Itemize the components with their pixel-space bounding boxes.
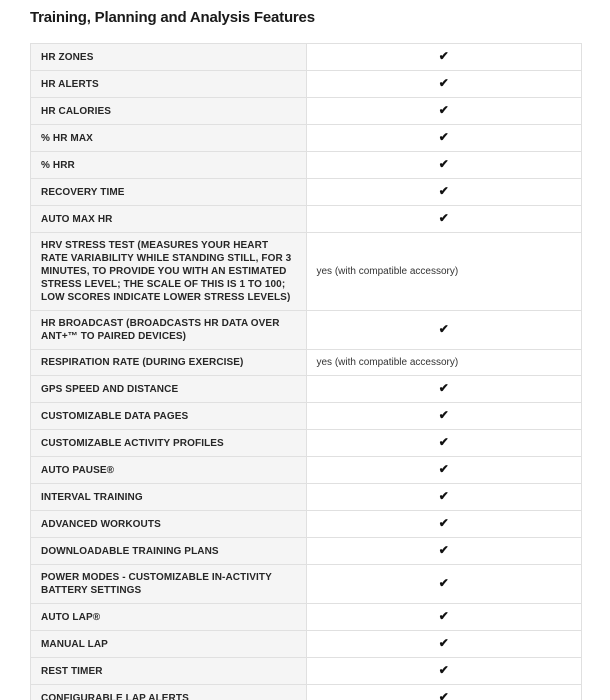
check-icon: ✔ <box>438 435 449 449</box>
check-icon: ✔ <box>438 157 449 171</box>
table-row <box>31 403 582 430</box>
feature-value <box>306 430 582 457</box>
feature-name: % HRR <box>31 152 307 179</box>
check-icon: ✔ <box>438 462 449 476</box>
feature-name: GPS SPEED AND DISTANCE <box>31 376 307 403</box>
table-row <box>31 206 582 233</box>
feature-name: % HR MAX <box>31 125 307 152</box>
table-row <box>31 457 582 484</box>
check-icon: ✔ <box>438 381 449 395</box>
check-icon: ✔ <box>438 49 449 63</box>
check-icon: ✔ <box>438 489 449 503</box>
feature-name: HR ALERTS <box>31 71 307 98</box>
feature-name: AUTO PAUSE® <box>31 457 307 484</box>
table-row <box>31 538 582 565</box>
feature-value <box>306 565 582 604</box>
feature-value-text: yes (with compatible accessory) <box>316 266 459 277</box>
feature-value <box>306 179 582 206</box>
feature-value <box>306 484 582 511</box>
table-row <box>31 179 582 206</box>
feature-value <box>306 206 582 233</box>
section-title: Training, Planning and Analysis Features <box>30 9 315 26</box>
feature-name: ADVANCED WORKOUTS <box>31 511 307 538</box>
feature-value <box>306 685 582 700</box>
check-icon: ✔ <box>438 211 449 225</box>
feature-name: POWER MODES - CUSTOMIZABLE IN-ACTIVITY BATTERY SETTINGS <box>31 565 307 604</box>
feature-name: DOWNLOADABLE TRAINING PLANS <box>31 538 307 565</box>
feature-value <box>306 311 582 350</box>
check-icon: ✔ <box>438 609 449 623</box>
feature-name: MANUAL LAP <box>31 631 307 658</box>
feature-value <box>306 511 582 538</box>
table-row <box>31 484 582 511</box>
feature-value-text: yes (with compatible accessory) <box>316 357 459 368</box>
table-row <box>31 631 582 658</box>
feature-value <box>306 604 582 631</box>
feature-name: CUSTOMIZABLE ACTIVITY PROFILES <box>31 430 307 457</box>
feature-value <box>306 631 582 658</box>
feature-name: HR ZONES <box>31 44 307 71</box>
table-row <box>31 152 582 179</box>
check-icon: ✔ <box>438 76 449 90</box>
check-icon: ✔ <box>438 636 449 650</box>
check-icon: ✔ <box>438 408 449 422</box>
feature-name: RESPIRATION RATE (DURING EXERCISE) <box>31 350 307 376</box>
table-row <box>31 565 582 604</box>
feature-value <box>306 658 582 685</box>
table-row <box>31 350 582 376</box>
table-row <box>31 430 582 457</box>
feature-table-body <box>31 44 582 700</box>
feature-name: HR BROADCAST (BROADCASTS HR DATA OVER ANT+™ TO PAIRED DEVICES) <box>31 311 307 350</box>
feature-name: RECOVERY TIME <box>31 179 307 206</box>
table-row <box>31 44 582 71</box>
feature-value <box>306 457 582 484</box>
table-row <box>31 604 582 631</box>
features-table <box>30 43 582 700</box>
feature-value <box>306 403 582 430</box>
check-icon: ✔ <box>438 543 449 557</box>
feature-value <box>306 44 582 71</box>
table-row <box>31 125 582 152</box>
check-icon: ✔ <box>438 516 449 530</box>
table-row <box>31 71 582 98</box>
table-row <box>31 233 582 311</box>
check-icon: ✔ <box>438 103 449 117</box>
feature-value <box>306 538 582 565</box>
feature-name: CONFIGURABLE LAP ALERTS <box>31 685 307 700</box>
table-row <box>31 98 582 125</box>
feature-name: AUTO LAP® <box>31 604 307 631</box>
feature-name: HRV STRESS TEST (MEASURES YOUR HEART RATE VARIABILITY WHILE STANDING STILL, FOR 3 MINUTES, TO PROVIDE YOU WITH AN ESTIMATED STRESS LEVEL; THE SCALE OF THIS IS 1 TO 100; LOW SCORES INDICATE LOWER STRESS LEVELS) <box>31 233 307 311</box>
feature-value <box>306 152 582 179</box>
check-icon: ✔ <box>438 663 449 677</box>
feature-name: REST TIMER <box>31 658 307 685</box>
feature-value <box>306 125 582 152</box>
feature-name: CUSTOMIZABLE DATA PAGES <box>31 403 307 430</box>
table-row <box>31 511 582 538</box>
feature-value <box>306 376 582 403</box>
check-icon: ✔ <box>438 576 449 590</box>
feature-name: HR CALORIES <box>31 98 307 125</box>
feature-value <box>306 98 582 125</box>
table-row <box>31 311 582 350</box>
feature-name: INTERVAL TRAINING <box>31 484 307 511</box>
feature-value <box>306 71 582 98</box>
check-icon: ✔ <box>438 322 449 336</box>
check-icon: ✔ <box>438 184 449 198</box>
table-row <box>31 658 582 685</box>
feature-value <box>306 233 582 311</box>
check-icon: ✔ <box>438 130 449 144</box>
feature-name: AUTO MAX HR <box>31 206 307 233</box>
table-row <box>31 376 582 403</box>
check-icon: ✔ <box>438 690 449 700</box>
feature-value <box>306 350 582 376</box>
table-row <box>31 685 582 700</box>
